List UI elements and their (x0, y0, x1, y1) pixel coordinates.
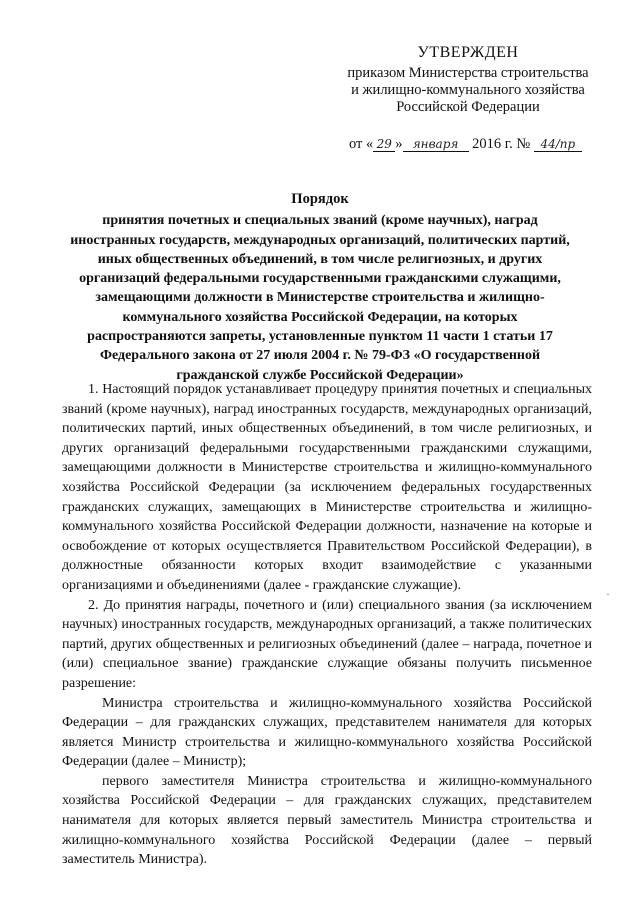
order-number: 44/пр (534, 137, 582, 152)
heading-line: распространяются запреты, установленные пунктом 11 части 1 статьи 17 (87, 329, 553, 345)
heading-line: Федерального закона от 27 июля 2004 г. № 79-ФЗ «О государственной (99, 348, 541, 364)
heading-line: гражданской службе Российской Федерации» (176, 367, 464, 383)
order-date-line (349, 136, 582, 153)
heading-line: иностранных государств, международных организаций, политических партий, (70, 232, 570, 248)
paragraph-3: Министра строительства и жилищно-коммунального хозяйства Российской Федерации – для гражданских служащих, представителем нанимателя для которых является Министр строительства и жилищно-коммунального хозяйства Российской Федерации (далее – Министр); (62, 695, 592, 770)
paragraph-1: 1. Настоящий порядок устанавливает процедуру принятия почетных и специальных званий (кроме научных), наград иностранных государств, международных организаций, политических партий, иных общественных объединений, в том числе религиозных, и других организаций федеральными государственными гражданскими служащими, замещающими должности в Министерстве строительства и жилищно-коммунального хозяйства Российской Федерации (за исключением федеральных государственных гражданских служащих, замещающих в Министерстве строительства и жилищно-коммунального хозяйства Российской Федерации должности, назначение на которые и освобождение от которых осуществляется Правительством Российской Федерации), в должностные обязанности которых входит взаимодействие с указанными организациями и объединениями (далее - гражданские служащие). (62, 382, 592, 593)
order-month: января (403, 137, 469, 152)
heading-title: Порядок (291, 191, 349, 207)
order-day: 29 (373, 137, 395, 152)
order-year: 2016 г. № (472, 136, 531, 152)
approval-line-2: и жилищно-коммунального хозяйства (351, 82, 585, 98)
document-heading (70, 190, 570, 385)
document-body (62, 380, 592, 870)
approval-block (318, 44, 618, 116)
scan-speck: · (606, 587, 610, 601)
order-prefix: от « (349, 136, 374, 152)
approval-line-3: Российской Федерации (396, 99, 540, 115)
paragraph-4: первого заместителя Министра строительства и жилищно-коммунального хозяйства Российской Федерации – для гражданских служащих, представителем нанимателя для которых является первый заместитель Министра строительства и жилищно-коммунального хозяйства Российской Федерации (далее – первый заместитель Министра). (62, 773, 592, 868)
heading-line: принятия почетных и специальных званий (кроме научных), наград (102, 213, 538, 229)
heading-line: иных общественных объединений, в том числе религиозных, и других (97, 251, 543, 267)
order-mid: » (395, 136, 403, 152)
approval-title: УТВЕРЖДЕН (417, 44, 519, 61)
paragraph-2: 2. До принятия награды, почетного и (или) специального звания (за исключением научных) иностранных государств, международных организаций, а также политических партий, других общественных и религиозных объединений (далее – награда, почетное и (или) специальное звание) гражданские служащие обязаны получить письменное разрешение: (62, 597, 592, 691)
heading-line: организаций федеральными государственными гражданскими служащими, (79, 271, 561, 287)
heading-line: замещающими должности в Министерстве строительства и жилищно- (95, 290, 545, 306)
approval-line-1: приказом Министерства строительства (347, 65, 589, 81)
heading-line: коммунального хозяйства Российской Федерации, на которых (122, 309, 518, 325)
